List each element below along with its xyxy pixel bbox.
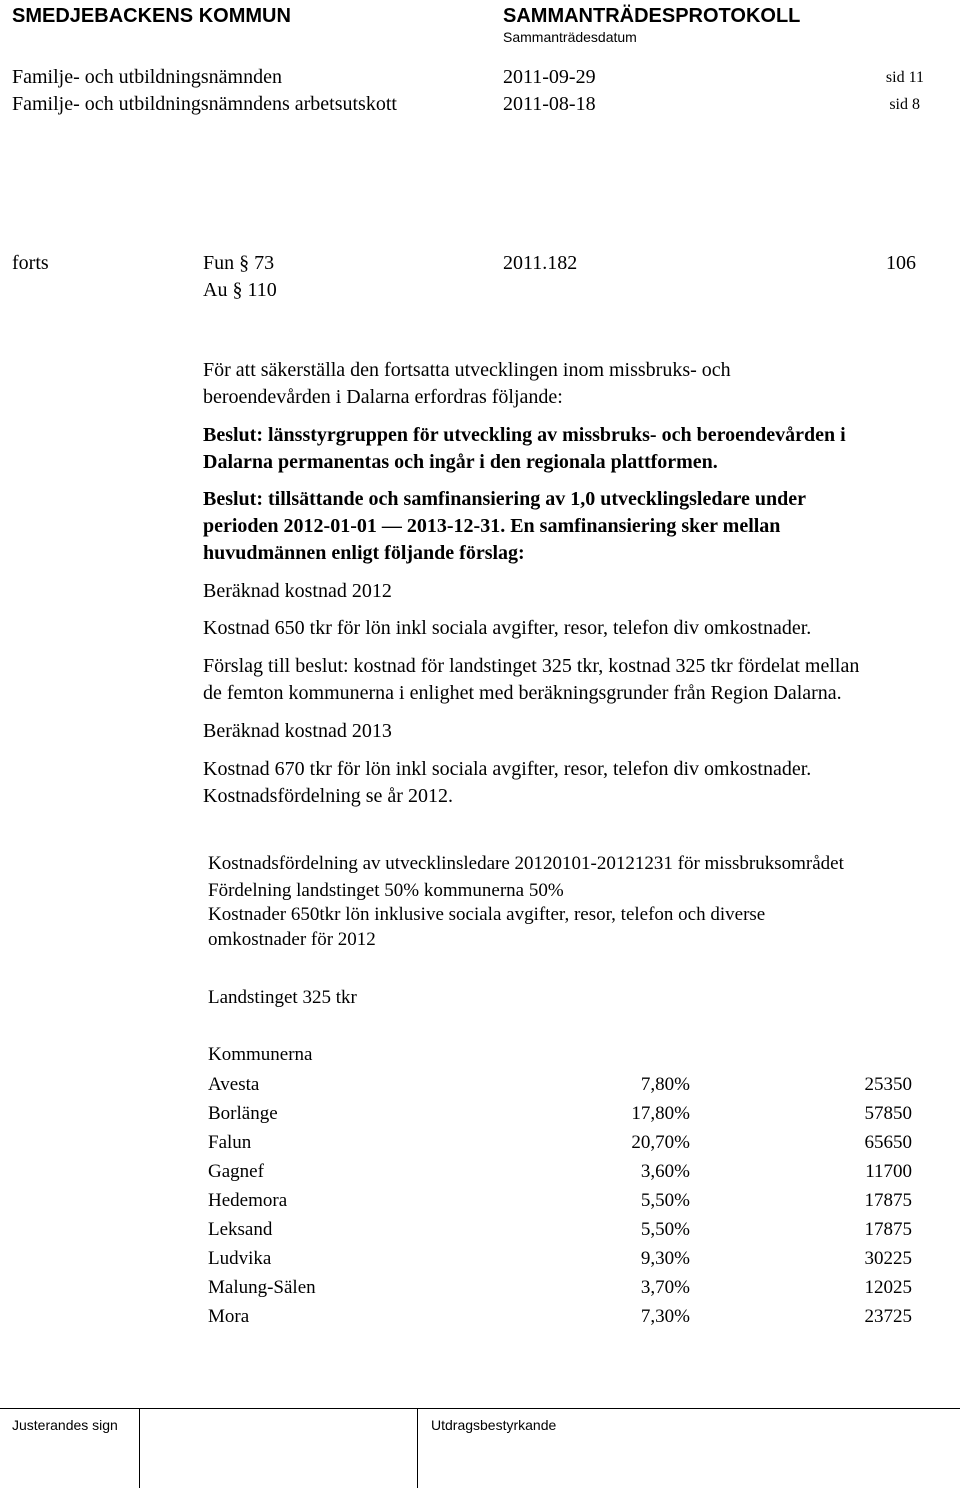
decision-1-line-2: Dalarna permanentas och ingår i den regionala plattformen. — [203, 451, 718, 473]
diary-number: 2011.182 — [503, 252, 578, 274]
municipality-share: 7,30% — [640, 1306, 690, 1327]
cofinancing-text: En samfinansiering sker mellan — [510, 515, 781, 537]
costs-line-1: Kostnader 650tkr lön inklusive sociala avgifter, resor, telefon och diverse — [208, 904, 766, 925]
municipality-amount: 30225 — [864, 1248, 912, 1269]
organization-name: SMEDJEBACKENS KOMMUN — [12, 5, 291, 27]
municipality-share: 9,30% — [640, 1248, 690, 1269]
table-row — [208, 1103, 912, 1129]
municipality-name: Leksand — [208, 1219, 273, 1240]
subcommittee-date: 2011-08-18 — [503, 93, 596, 115]
cost-2013-line-1: Kostnad 670 tkr för lön inkl sociala avgifter, resor, telefon div omkostnader. — [203, 758, 812, 780]
cost-2013-line-2: Kostnadsfördelning se år 2012. — [203, 785, 453, 807]
municipality-name: Borlänge — [208, 1103, 278, 1124]
extract-certification-label: Utdragsbestyrkande — [431, 1417, 557, 1433]
municipality-share: 7,80% — [640, 1074, 690, 1095]
municipality-amount: 23725 — [864, 1306, 912, 1327]
municipality-share: 3,60% — [640, 1161, 690, 1182]
period-start: perioden 2012-01-01 — [203, 515, 377, 537]
decision-2-line-2 — [203, 515, 780, 538]
adjuster-signature-label: Justerandes sign — [12, 1417, 118, 1433]
au-paragraph: Au § 110 — [203, 279, 277, 301]
footer-divider — [0, 1408, 960, 1409]
table-row — [208, 1190, 912, 1216]
municipalities-heading: Kommunerna — [208, 1044, 313, 1065]
municipality-amount: 57850 — [864, 1103, 912, 1124]
committee-page: sid 11 — [885, 69, 924, 86]
fun-paragraph: Fun § 73 — [203, 252, 275, 274]
footer-column-divider — [417, 1408, 418, 1488]
municipality-name: Avesta — [208, 1074, 260, 1095]
municipality-amount: 12025 — [864, 1277, 912, 1298]
heading-cost-2013: Beräknad kostnad 2013 — [203, 720, 392, 742]
decision-2-line-3: huvudmännen enligt följande förslag: — [203, 542, 525, 564]
table-row — [208, 1161, 912, 1187]
footer-column-divider — [139, 1408, 140, 1488]
meeting-date-label: Sammanträdesdatum — [503, 29, 637, 45]
proposal-line-2: de femton kommunerna i enlighet med beräkningsgrunder från Region Dalarna. — [203, 682, 842, 704]
municipality-amount: 11700 — [865, 1161, 912, 1182]
table-row — [208, 1132, 912, 1158]
proposal-line-1: Förslag till beslut: kostnad för landstinget 325 tkr, kostnad 325 tkr fördelat mellan — [203, 655, 860, 677]
municipality-name: Gagnef — [208, 1161, 264, 1182]
committee-date: 2011-09-29 — [503, 66, 596, 88]
subcommittee-page: sid 8 — [889, 96, 920, 113]
distribution-split: Fördelning landstinget 50% kommunerna 50% — [208, 880, 564, 901]
municipality-amount: 17875 — [864, 1190, 912, 1211]
municipality-name: Mora — [208, 1306, 250, 1327]
municipality-share: 5,50% — [640, 1190, 690, 1211]
table-row — [208, 1219, 912, 1245]
county-council-cost: Landstinget 325 tkr — [208, 987, 357, 1008]
heading-cost-2012: Beräknad kostnad 2012 — [203, 580, 392, 602]
municipality-share: 17,80% — [631, 1103, 690, 1124]
municipality-amount: 25350 — [864, 1074, 912, 1095]
municipality-share: 20,70% — [631, 1132, 690, 1153]
subcommittee-name: Familje- och utbildningsnämndens arbetsutskott — [12, 93, 397, 115]
municipality-name: Malung-Sälen — [208, 1277, 316, 1298]
period-end: 2013-12-31. — [406, 515, 506, 537]
distribution-title: Kostnadsfördelning av utvecklinsledare 20120101-20121231 för missbruksområdet — [208, 853, 844, 874]
municipality-name: Falun — [208, 1132, 252, 1153]
forts-label: forts — [12, 252, 49, 274]
intro-line-1: För att säkerställa den fortsatta utvecklingen inom missbruks- och — [203, 359, 731, 381]
table-row — [208, 1248, 912, 1274]
section-number: 106 — [886, 252, 916, 274]
municipality-amount: 17875 — [864, 1219, 912, 1240]
municipality-name: Hedemora — [208, 1190, 288, 1211]
cost-2012-text: Kostnad 650 tkr för lön inkl sociala avgifter, resor, telefon div omkostnader. — [203, 617, 812, 639]
intro-line-2: beroendevården i Dalarna erfordras följande: — [203, 386, 563, 408]
table-row — [208, 1277, 912, 1303]
decision-1-line-1: Beslut: länsstyrgruppen för utveckling av missbruks- och beroendevården i — [203, 424, 846, 446]
document-type: SAMMANTRÄDESPROTOKOLL — [503, 5, 801, 27]
table-row — [208, 1074, 912, 1100]
decision-2-line-1: Beslut: tillsättande och samfinansiering av 1,0 utvecklingsledare under — [203, 488, 806, 510]
en-dash: — — [376, 515, 407, 537]
committee-name: Familje- och utbildningsnämnden — [12, 66, 282, 88]
municipality-share: 3,70% — [640, 1277, 690, 1298]
costs-line-2: omkostnader för 2012 — [208, 929, 376, 950]
municipality-amount: 65650 — [864, 1132, 912, 1153]
table-row — [208, 1306, 912, 1332]
municipality-share: 5,50% — [640, 1219, 690, 1240]
municipality-name: Ludvika — [208, 1248, 272, 1269]
